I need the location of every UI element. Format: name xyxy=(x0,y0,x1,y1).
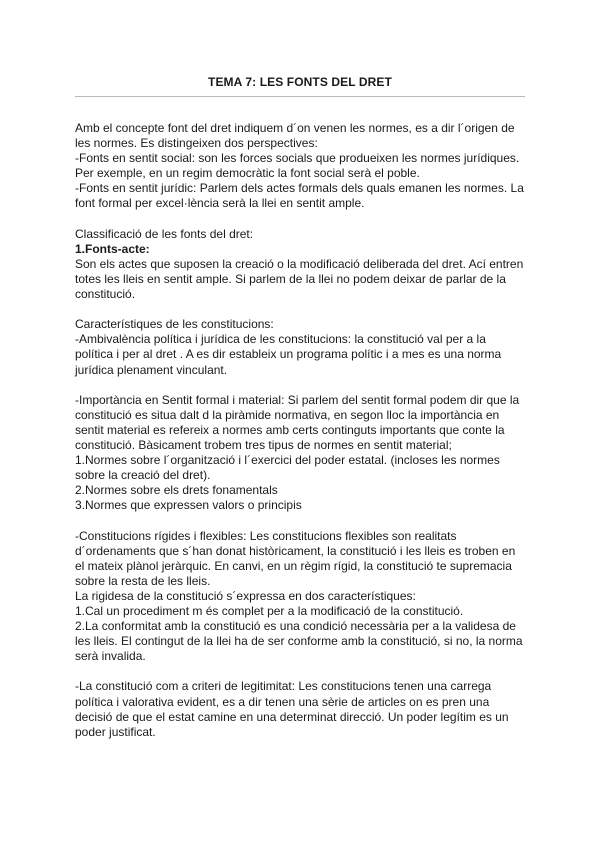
paragraph-gap xyxy=(75,212,527,227)
text-line: Característiques de les constitucions: xyxy=(75,317,274,332)
text-line: jurídica plenament vinculant. xyxy=(75,362,228,377)
section-heading xyxy=(75,242,527,257)
text-line: sobre la resta de les lleis. xyxy=(75,573,211,588)
text-line: 1.Cal un procediment m és complet per a la modificació de la constitució. xyxy=(75,604,464,618)
text-line: -Importància en Sentit formal i material: Si parlem del sentit formal podem dir que la xyxy=(75,392,520,407)
text-line: constitució. xyxy=(75,287,136,302)
text-line: La rigidesa de la constitució s´expressa en dos característiques: xyxy=(75,588,416,603)
text-line: política i per al dret . A es dir estableix un programa polític i a mes es una norma xyxy=(75,347,502,362)
text-line: -Fonts en sentit jurídic: Parlem dels actes formals dels quals emanen les normes. La xyxy=(75,181,524,196)
paragraph-gap xyxy=(75,664,527,679)
paragraph-gap xyxy=(75,513,527,528)
text-line: decisió de que el estat camine en una determinat direcció. Un poder legítim es un xyxy=(75,709,509,724)
text-line: les lleis. El contingut de la llei ha de ser conforme amb la constitució, si no, la norma xyxy=(75,634,523,649)
text-line: Amb el concepte font del dret indiquem d´on venen les normes, es a dir l´origen de xyxy=(75,121,515,135)
text-line: constitució es situa dalt d la piràmide normativa, en segon lloc la importància en xyxy=(75,407,500,422)
text-line: -Constitucions rígides i flexibles: Les constitucions flexibles son realitats xyxy=(75,528,457,543)
text-line: -La constitució com a criteri de legitimitat: Les constitucions tenen una carrega xyxy=(75,679,492,694)
text-line: 2.La conformitat amb la constitució es una condició necessària per a la validesa de xyxy=(75,619,516,634)
text-line: -Ambivalència política i jurídica de les constitucions: la constitució val per a la xyxy=(75,332,486,347)
text-line: totes les lleis en sentit ample. Si parlem de la llei no podem deixar de parlar de la xyxy=(75,271,506,286)
text-line: Son els actes que suposen la creació o la modificació deliberada del dret. Ací entren xyxy=(75,256,524,271)
text-line: sobre la creació del dret). xyxy=(75,468,211,483)
section-heading-text: 1.Fonts-acte: xyxy=(75,241,150,256)
text-line: d´ordenaments que s´han donat històricament, la constitució i les lleis es troben en xyxy=(75,543,516,558)
text-line: serà invalida. xyxy=(75,649,146,664)
document-body xyxy=(75,121,527,740)
paragraph-gap xyxy=(75,378,527,393)
text-line: 3.Normes que expressen valors o principis xyxy=(75,498,302,513)
text-line: poder justificat. xyxy=(75,724,156,739)
text-line: 2.Normes sobre els drets fonamentals xyxy=(75,483,278,498)
text-line: constitució. Bàsicament trobem tres tipus de normes en sentit material; xyxy=(75,437,452,452)
text-line: -Fonts en sentit social: son les forces socials que produeixen les normes jurídiques. xyxy=(75,151,520,166)
paragraph-gap xyxy=(75,302,527,317)
text-line: sentit material es refereix a normes amb certs continguts importants que conte la xyxy=(75,422,505,437)
text-line: les normes. Es distingeixen dos perspectives: xyxy=(75,136,318,151)
text-line: font formal per excel·lència serà la llei en sentit ample. xyxy=(75,196,365,211)
title-divider xyxy=(75,96,525,97)
text-line: política i valorativa evident, es a dir tenen una sèrie de articles on es pren una xyxy=(75,694,490,709)
text-line: el mateix plànol jeràrquic. En canvi, en un règim rígid, la constitució te supremacia xyxy=(75,558,512,573)
text-line: 1.Normes sobre l´organització i l´exercici del poder estatal. (incloses les normes xyxy=(75,453,500,468)
text-line: Classificació de les fonts del dret: xyxy=(75,226,254,241)
text-line: Per exemple, en un regim democràtic la font social serà el poble. xyxy=(75,166,420,181)
document-title: TEMA 7: LES FONTS DEL DRET xyxy=(208,75,392,89)
